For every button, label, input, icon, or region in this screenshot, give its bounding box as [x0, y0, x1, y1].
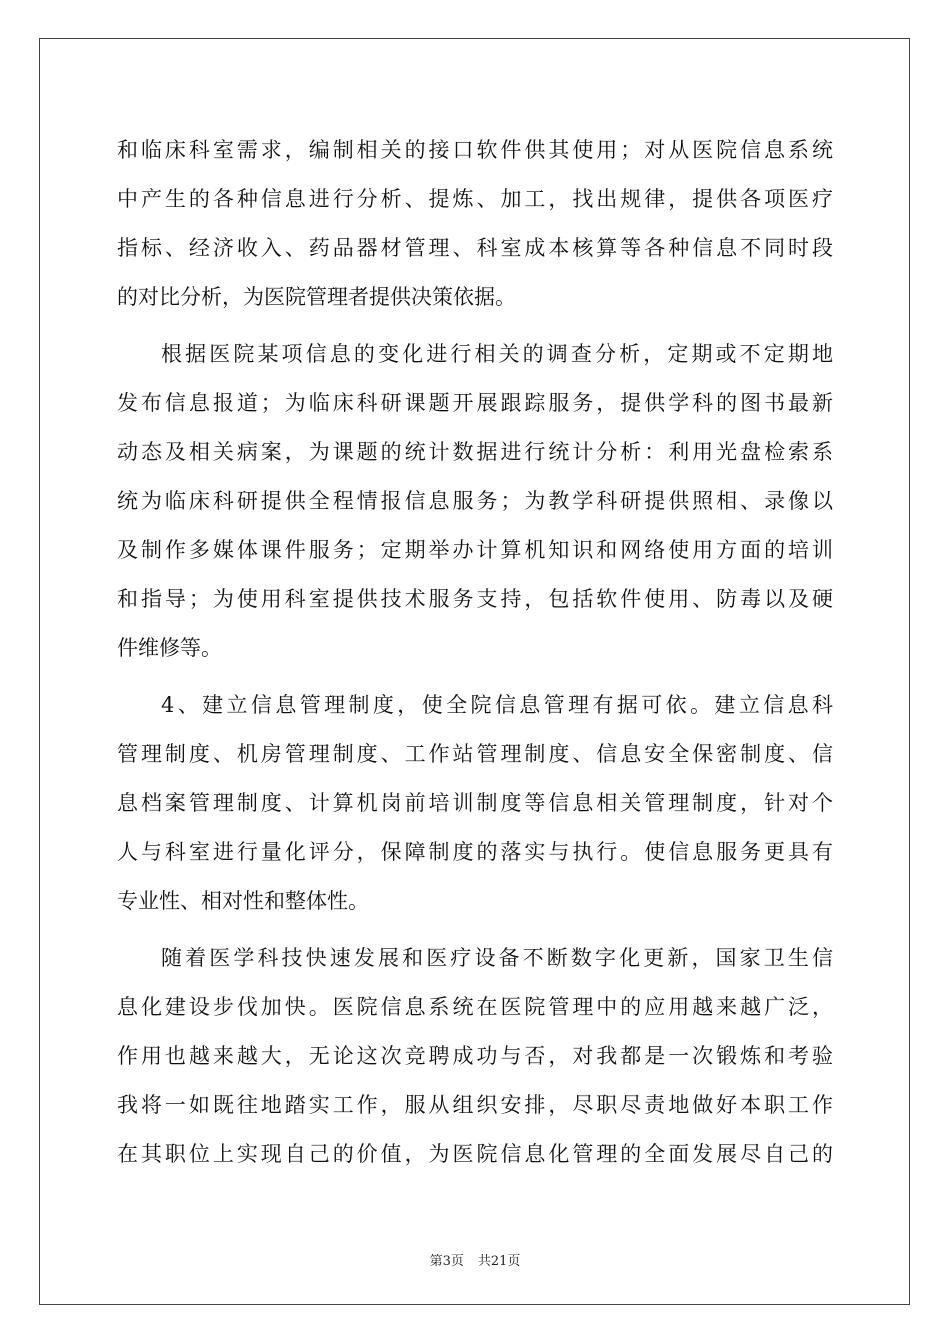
paragraph-3 [117, 681, 833, 926]
text-line: 动态及相关病案，为课题的统计数据进行统计分析：利用光盘检索系 [117, 440, 833, 464]
paragraph-4 [117, 934, 833, 1179]
text-line: 中产生的各种信息进行分析、提炼、加工，找出规律，提供各项医疗 [117, 187, 833, 211]
text-line: 及制作多媒体课件服务；定期举办计算机知识和网络使用方面的培训 [117, 538, 833, 562]
text-line: 件维修等。 [117, 636, 222, 660]
text-line: 息档案管理制度、计算机岗前培训制度等信息相关管理制度，针对个 [117, 791, 833, 815]
text-line: 指标、经济收入、药品器材管理、科室成本核算等各种信息不同时段 [117, 236, 833, 260]
text-line: 息化建设步伐加快。医院信息系统在医院管理中的应用越来越广泛， [117, 995, 833, 1019]
text-line: 随着医学科技快速发展和医疗设备不断数字化更新，国家卫生信 [161, 946, 833, 970]
text-line: 的对比分析，为医院管理者提供决策依据。 [117, 285, 516, 309]
text-line: 和临床科室需求，编制相关的接口软件供其使用；对从医院信息系统 [117, 138, 833, 162]
text-line: 作用也越来越大，无论这次竞聘成功与否，对我都是一次锻炼和考验 [117, 1044, 833, 1068]
text-line: 我将一如既往地踏实工作，服从组织安排，尽职尽责地做好本职工作 [117, 1093, 833, 1117]
page-number-current: 第3页 [429, 1254, 464, 1269]
text-line: 和指导；为使用科室提供技术服务支持，包括软件使用、防毒以及硬 [117, 587, 833, 611]
paragraph-2 [117, 330, 833, 673]
text-line: 根据医院某项信息的变化进行相关的调查分析，定期或不定期地 [161, 342, 833, 366]
page-footer [0, 1250, 950, 1269]
text-line: 管理制度、机房管理制度、工作站管理制度、信息安全保密制度、信 [117, 742, 833, 766]
text-line: 人与科室进行量化评分，保障制度的落实与执行。使信息服务更具有 [117, 840, 833, 864]
text-line: 4、建立信息管理制度，使全院信息管理有据可依。建立信息科 [161, 693, 833, 717]
paragraph-1 [117, 126, 833, 322]
text-line: 统为临床科研提供全程情报信息服务；为教学科研提供照相、录像以 [117, 489, 833, 513]
text-line: 发布信息报道；为临床科研课题开展跟踪服务，提供学科的图书最新 [117, 391, 833, 415]
document-body [117, 126, 833, 1187]
page-number-total: 共21页 [477, 1254, 521, 1269]
text-line: 专业性、相对性和整体性。 [117, 889, 369, 913]
text-line: 在其职位上实现自己的价值，为医院信息化管理的全面发展尽自己的 [117, 1142, 833, 1166]
